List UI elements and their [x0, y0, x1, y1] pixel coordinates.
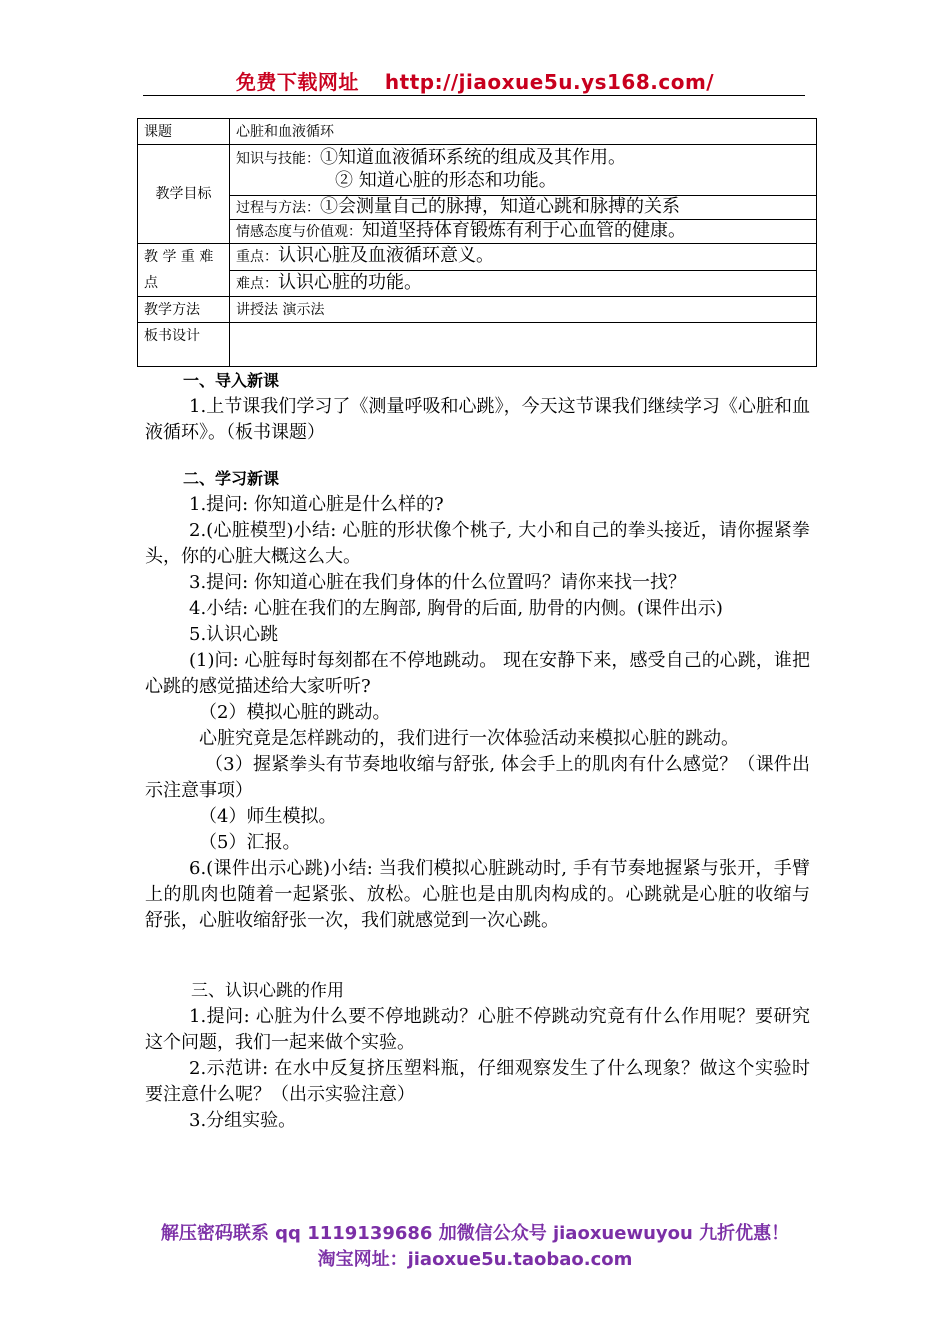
- process-prefix: 过程与方法：: [236, 200, 320, 216]
- section-3-paragraph: 3.分组实验。: [189, 1110, 297, 1131]
- table-row: [138, 323, 817, 367]
- section-1-title: 一、导入新课: [183, 371, 280, 390]
- method-value: 讲授法 演示法: [230, 297, 817, 323]
- section-2-title: 二、学习新课: [183, 469, 280, 488]
- knowledge-item-1: ①知道血液循环系统的组成及其作用。: [320, 147, 626, 168]
- section-3-paragraph: 2.示范讲: 在水中反复挤压塑料瓶，仔细观察发生了什么现象？做这个实验时要注意什么呢？（出示实验注意）: [145, 1058, 810, 1105]
- key-prefix: 重点：: [236, 249, 278, 266]
- table-row: [138, 270, 817, 297]
- table-row: [138, 297, 817, 323]
- section-2-paragraph: 5.认识心跳: [189, 624, 279, 645]
- table-row: [138, 196, 817, 220]
- knowledge-line-1: [236, 147, 810, 170]
- section-2-paragraph: （4）师生模拟。: [199, 806, 337, 827]
- process-text: ①会测量自己的脉搏，知道心跳和脉搏的关系: [320, 196, 680, 217]
- section-2-paragraph: 6.(课件出示心跳)小结: 当我们模拟心脏跳动时, 手有节奏地握紧与张开，手臂上的肌肉也随着一起紧张、放松。心脏也是由肌肉构成的。心跳就是心脏的收缩与舒张，心脏收缩舒张一次，我们就感觉到一次心跳。: [145, 858, 810, 931]
- board-value: [230, 323, 817, 367]
- section-2-paragraph: （3）握紧拳头有节奏地收缩与舒张, 体会手上的肌肉有什么感觉？（课件出示注意事项）: [145, 754, 810, 801]
- key-text: 认识心脏及血液循环意义。: [278, 245, 494, 267]
- section-2-paragraph: 3.提问: 你知道心脏在我们身体的什么位置吗？请你来找一找？: [189, 572, 686, 593]
- knowledge-line-2: [236, 170, 810, 193]
- section-2-paragraph: 1.提问: 你知道心脏是什么样的?: [189, 494, 444, 515]
- table-row: [138, 244, 817, 271]
- goals-label: 教学目标: [138, 145, 230, 244]
- footer-shop-url[interactable]: 淘宝网址：jiaoxue5u.taobao.com: [317, 1249, 633, 1270]
- header-divider: [143, 95, 805, 96]
- knowledge-prefix: 知识与技能：: [236, 151, 320, 167]
- difficulty-label-line-1: 教 学 重 难: [144, 249, 214, 265]
- spacer: [145, 934, 810, 978]
- hard-text: 认识心脏的功能。: [278, 271, 422, 293]
- spacer: [145, 446, 810, 466]
- method-label: 教学方法: [138, 297, 230, 323]
- difficulty-label-line-2: 点: [144, 275, 158, 291]
- section-3-paragraph: 1.提问: 心脏为什么要不停地跳动？心脏不停跳动究竟有什么作用呢？要研究这个问题，我们一起来做个实验。: [145, 1006, 810, 1053]
- table-row: [138, 145, 817, 196]
- page-header: [0, 66, 950, 95]
- topic-label: 课题: [138, 119, 230, 145]
- section-2-paragraph: 2.(心脏模型)小结: 心脏的形状像个桃子, 大小和自己的拳头接近，请你握紧拳头，你的心脏大概这么大。: [145, 520, 810, 567]
- section-2-paragraph: (1)问: 心脏每时每刻都在不停地跳动。 现在安静下来，感受自己的心跳，谁把心跳的感觉描述给大家听听?: [145, 650, 810, 697]
- hard-point-cell: [230, 270, 817, 297]
- section-1-paragraph: 1.上节课我们学习了《测量呼吸和心跳》，今天这节课我们继续学习《心脏和血液循环》。（板书课题）: [145, 396, 810, 443]
- table-row: [138, 119, 817, 145]
- key-point-cell: [230, 244, 817, 271]
- header-url[interactable]: http://jiaoxue5u.ys168.com/: [384, 70, 715, 94]
- board-label: 板书设计: [138, 323, 230, 367]
- header-title: 免费下载网址: [235, 70, 359, 94]
- lesson-plan-table: [137, 118, 817, 367]
- section-2-paragraph: 4.小结: 心脏在我们的左胸部, 胸骨的后面, 肋骨的内侧。(课件出示): [189, 598, 723, 619]
- section-2-paragraph: 心脏究竟是怎样跳动的，我们进行一次体验活动来模拟心脏的跳动。: [199, 728, 739, 749]
- section-2-paragraph: （2）模拟心脏的跳动。: [199, 702, 391, 723]
- emotion-text: 知道坚持体育锻炼有利于心血管的健康。: [362, 220, 686, 241]
- section-3-title: 三、认识心跳的作用: [191, 981, 344, 1001]
- knowledge-item-2: ② 知道心脏的形态和功能。: [335, 170, 557, 191]
- process-cell: [230, 196, 817, 220]
- topic-value: 心脏和血液循环: [230, 119, 817, 145]
- knowledge-cell: [230, 145, 817, 196]
- footer-contact: 解压密码联系 qq 1119139686 加微信公众号 jiaoxuewuyou 九折优惠！: [160, 1223, 790, 1244]
- lesson-content: [145, 368, 810, 1134]
- hard-prefix: 难点：: [236, 275, 278, 292]
- emotion-cell: [230, 220, 817, 244]
- section-2-paragraph: （5）汇报。: [199, 832, 301, 853]
- table-row: [138, 220, 817, 244]
- emotion-prefix: 情感态度与价值观：: [236, 224, 362, 240]
- difficulty-label: [138, 244, 230, 297]
